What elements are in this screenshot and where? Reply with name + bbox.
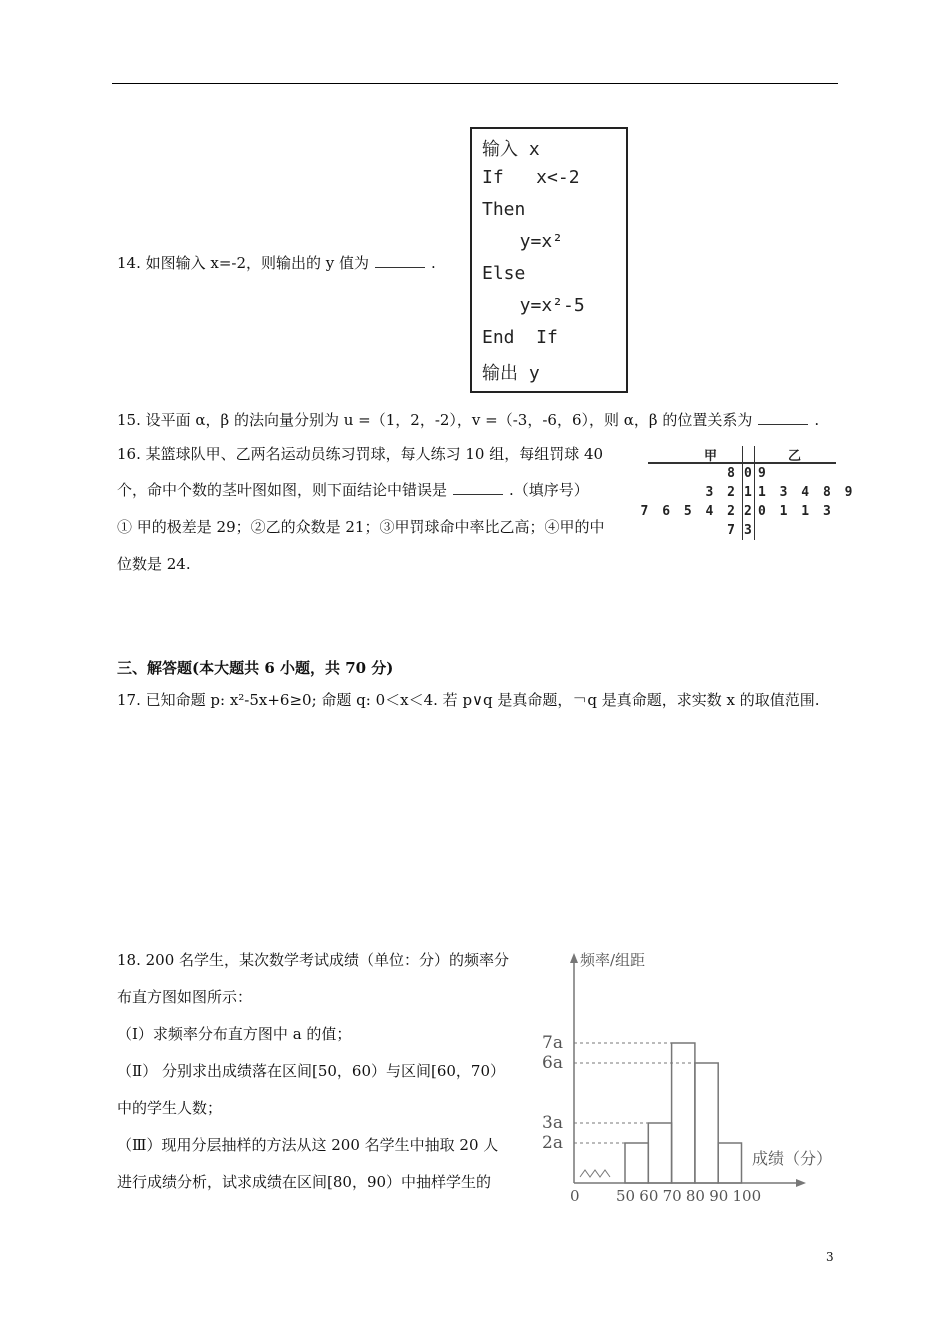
q16-line2	[117, 480, 589, 500]
stem-divider-left	[742, 446, 743, 540]
q18-line: 进行成绩分析，试求成绩在区间[80，90）中抽样学生的	[117, 1173, 492, 1191]
answer-blank	[375, 267, 425, 268]
y-tick-label: 7a	[542, 1033, 563, 1053]
y-axis-label: 频率/组距	[580, 951, 646, 969]
y-tick-label: 3a	[542, 1113, 563, 1133]
leaf-right: 9	[758, 466, 769, 481]
leaf-right: 0 1 1 3	[758, 504, 834, 519]
axis-break	[580, 1170, 610, 1177]
leaf-left: 7	[727, 523, 738, 538]
program-line: End If	[482, 327, 558, 348]
q18-line: （Ⅰ）求频率分布直方图中 a 的值；	[117, 1025, 352, 1043]
q18-line: 布直方图如图所示：	[117, 988, 253, 1006]
q16-line2-suffix: .（填序号）	[509, 481, 589, 499]
y-axis-arrow	[570, 953, 578, 963]
q18-line: 中的学生人数；	[117, 1099, 223, 1117]
question-14	[117, 253, 436, 273]
x-tick-label: 70	[662, 1187, 682, 1205]
x-tick-label: 60	[639, 1187, 659, 1205]
q18-line: 18. 200 名学生，某次数学考试成绩（单位：分）的频率分	[117, 951, 510, 969]
q18-line: （Ⅱ） 分别求出成绩落在区间[50，60）与区间[60，70）	[117, 1062, 506, 1080]
x-tick-label: 100	[732, 1187, 762, 1205]
leaf-right: 1 3 4 8 9	[758, 485, 856, 500]
histogram-bar	[648, 1123, 671, 1183]
program-line: Else	[482, 263, 526, 284]
header-jia: 甲	[704, 449, 721, 464]
section-3-title: 三、解答题(本大题共 6 小题，共 70 分)	[117, 659, 394, 677]
histogram-bar	[695, 1063, 718, 1183]
stem: 2	[744, 504, 755, 519]
q15-suffix: .	[814, 411, 820, 429]
answer-blank	[758, 424, 808, 425]
stem: 1	[744, 485, 755, 500]
leaf-left: 7 6 5 4 2	[640, 504, 738, 519]
q16-line3: ① 甲的极差是 29；②乙的众数是 21；③甲罚球命中率比乙高；④甲的中	[117, 518, 605, 536]
header-yi: 乙	[788, 449, 805, 464]
program-line: Then	[482, 199, 526, 220]
header-rule	[112, 83, 838, 84]
q14-text: 14. 如图输入 x=-2，则输出的 y 值为	[117, 254, 370, 272]
x-axis-label: 成绩（分）	[752, 1149, 833, 1168]
histogram-bar	[672, 1043, 695, 1183]
x-axis-arrow	[796, 1179, 806, 1187]
program-box	[470, 127, 628, 393]
q15-text: 15. 设平面 α，β 的法向量分别为 u =（1，2，-2），v =（-3，-6，6），则 α，β 的位置关系为	[117, 411, 753, 429]
q18-line: （Ⅲ）现用分层抽样的方法从这 200 名学生中抽取 20 人	[117, 1136, 499, 1154]
answer-blank	[453, 494, 503, 495]
program-line: 输出 y	[482, 363, 540, 384]
stem: 0	[744, 466, 755, 481]
y-tick-label: 2a	[542, 1133, 563, 1153]
stem-leaf-plot	[640, 444, 856, 540]
x-tick-label: 50	[616, 1187, 636, 1205]
leaf-left: 3 2	[705, 485, 738, 500]
histogram-bar	[625, 1143, 648, 1183]
q16-line2-text: 个，命中个数的茎叶图如图，则下面结论中错误是	[117, 481, 448, 499]
program-line: 输入 x	[482, 139, 540, 160]
histogram-bar	[718, 1143, 741, 1183]
frequency-histogram	[530, 945, 850, 1215]
program-line: y=x²	[498, 231, 564, 252]
x-tick-label: 0	[570, 1187, 580, 1205]
program-line: y=x²-5	[498, 295, 585, 316]
page-number: 3	[826, 1250, 834, 1264]
question-15	[117, 410, 819, 430]
program-line: If x<-2	[482, 167, 580, 188]
q14-suffix: .	[431, 254, 436, 272]
y-tick-label: 6a	[542, 1053, 563, 1073]
x-tick-label: 90	[709, 1187, 729, 1205]
x-tick-label: 80	[685, 1187, 705, 1205]
stem: 3	[744, 523, 755, 538]
leaf-left: 8	[727, 466, 738, 481]
q16-line4: 位数是 24.	[117, 555, 191, 573]
q16-line1: 16. 某篮球队甲、乙两名运动员练习罚球，每人练习 10 组，每组罚球 40	[117, 445, 604, 463]
question-17: 17. 已知命题 p: x²-5x+6≥0; 命题 q: 0＜x＜4. 若 p∨q 是真命题，￢q 是真命题，求实数 x 的取值范围.	[117, 691, 820, 709]
